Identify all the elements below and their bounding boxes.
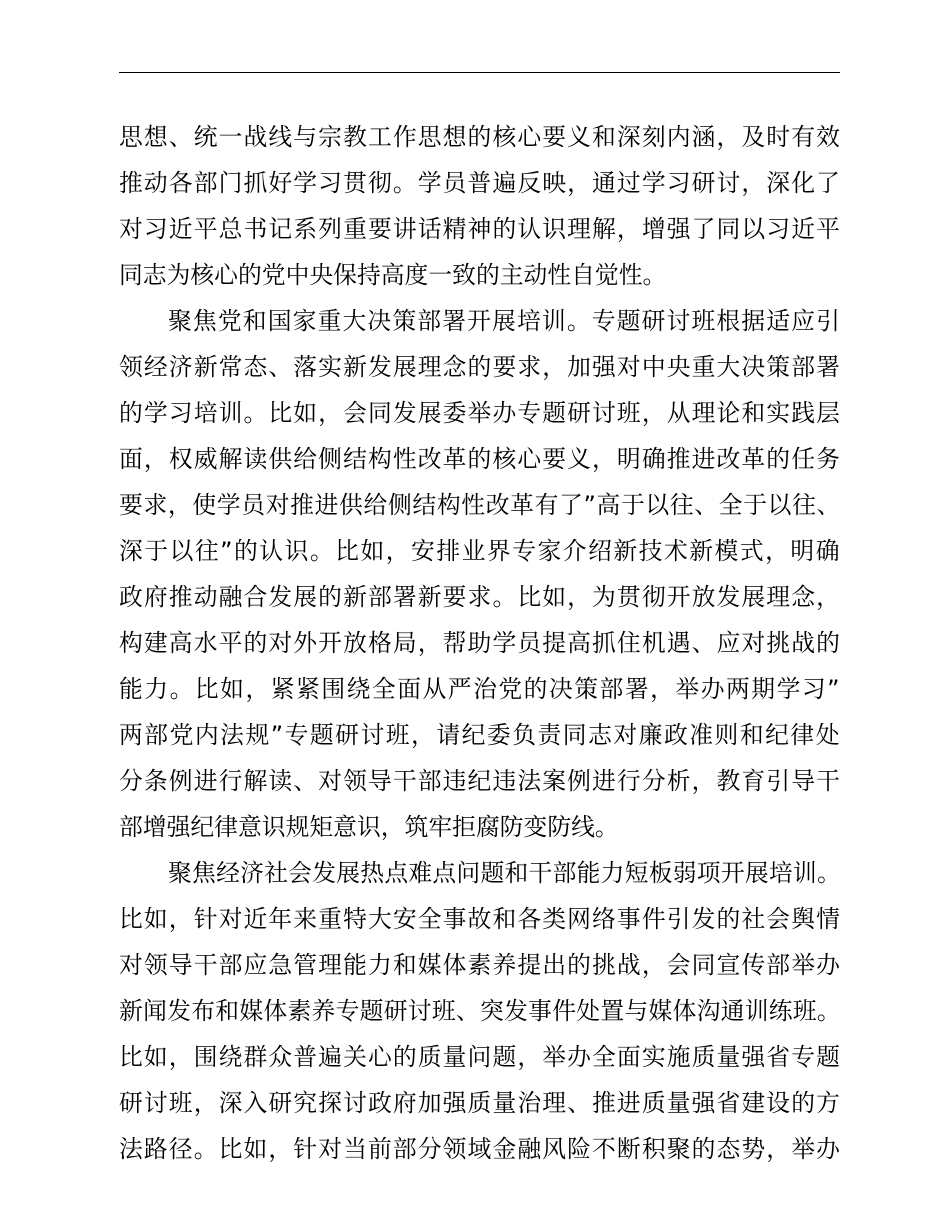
text-line: 对领导干部应急管理能力和媒体素养提出的挑战，会同宣传部举办 — [119, 951, 841, 979]
text-line: 新闻发布和媒体素养专题研讨班、突发事件处置与媒体沟通训练班。 — [119, 997, 841, 1025]
text-line: 深于以往”的认识。比如，安排业界专家介绍新技术新模式，明确 — [119, 537, 841, 565]
text-line: 领经济新常态、落实新发展理念的要求，加强对中央重大决策部署 — [119, 353, 841, 381]
text-line: 面，权威解读供给侧结构性改革的核心要义，明确推进改革的任务 — [119, 445, 841, 473]
text-line: 对习近平总书记系列重要讲话精神的认识理解，增强了同以习近平 — [119, 215, 841, 243]
text-line: 比如，围绕群众普遍关心的质量问题，举办全面实施质量强省专题 — [119, 1043, 841, 1071]
text-line: 政府推动融合发展的新部署新要求。比如，为贯彻开放发展理念， — [119, 583, 841, 611]
text-line: 法路径。比如，针对当前部分领域金融风险不断积聚的态势，举办 — [119, 1135, 841, 1163]
document-body — [119, 114, 841, 1172]
paragraph-first-line: 聚焦经济社会发展热点难点问题和干部能力短板弱项开展培训。 — [168, 859, 841, 887]
text-line: 的学习培训。比如，会同发展委举办专题研讨班，从理论和实践层 — [119, 399, 841, 427]
text-line: 能力。比如，紧紧围绕全面从严治党的决策部署，举办两期学习” — [119, 675, 841, 703]
text-line: 思想、统一战线与宗教工作思想的核心要义和深刻内涵，及时有效 — [119, 123, 841, 151]
text-line: 构建高水平的对外开放格局，帮助学员提高抓住机遇、应对挑战的 — [119, 629, 841, 657]
text-line: 分条例进行解读、对领导干部违纪违法案例进行分析，教育引导干 — [119, 767, 841, 795]
text-line: 同志为核心的党中央保持高度一致的主动性自觉性。 — [119, 261, 667, 289]
text-line: 比如，针对近年来重特大安全事故和各类网络事件引发的社会舆情 — [119, 905, 841, 933]
text-line: 研讨班，深入研究探讨政府加强质量治理、推进质量强省建设的方 — [119, 1089, 841, 1117]
text-line: 推动各部门抓好学习贯彻。学员普遍反映，通过学习研讨，深化了 — [119, 169, 841, 197]
text-line: 两部党内法规”专题研讨班，请纪委负责同志对廉政准则和纪律处 — [119, 721, 841, 749]
header-rule — [119, 72, 840, 73]
text-line: 部增强纪律意识规矩意识，筑牢拒腐防变防线。 — [119, 813, 619, 841]
paragraph-first-line: 聚焦党和国家重大决策部署开展培训。专题研讨班根据适应引 — [168, 307, 841, 335]
text-line: 要求，使学员对推进供给侧结构性改革有了”高于以往、全于以往、 — [119, 491, 841, 519]
